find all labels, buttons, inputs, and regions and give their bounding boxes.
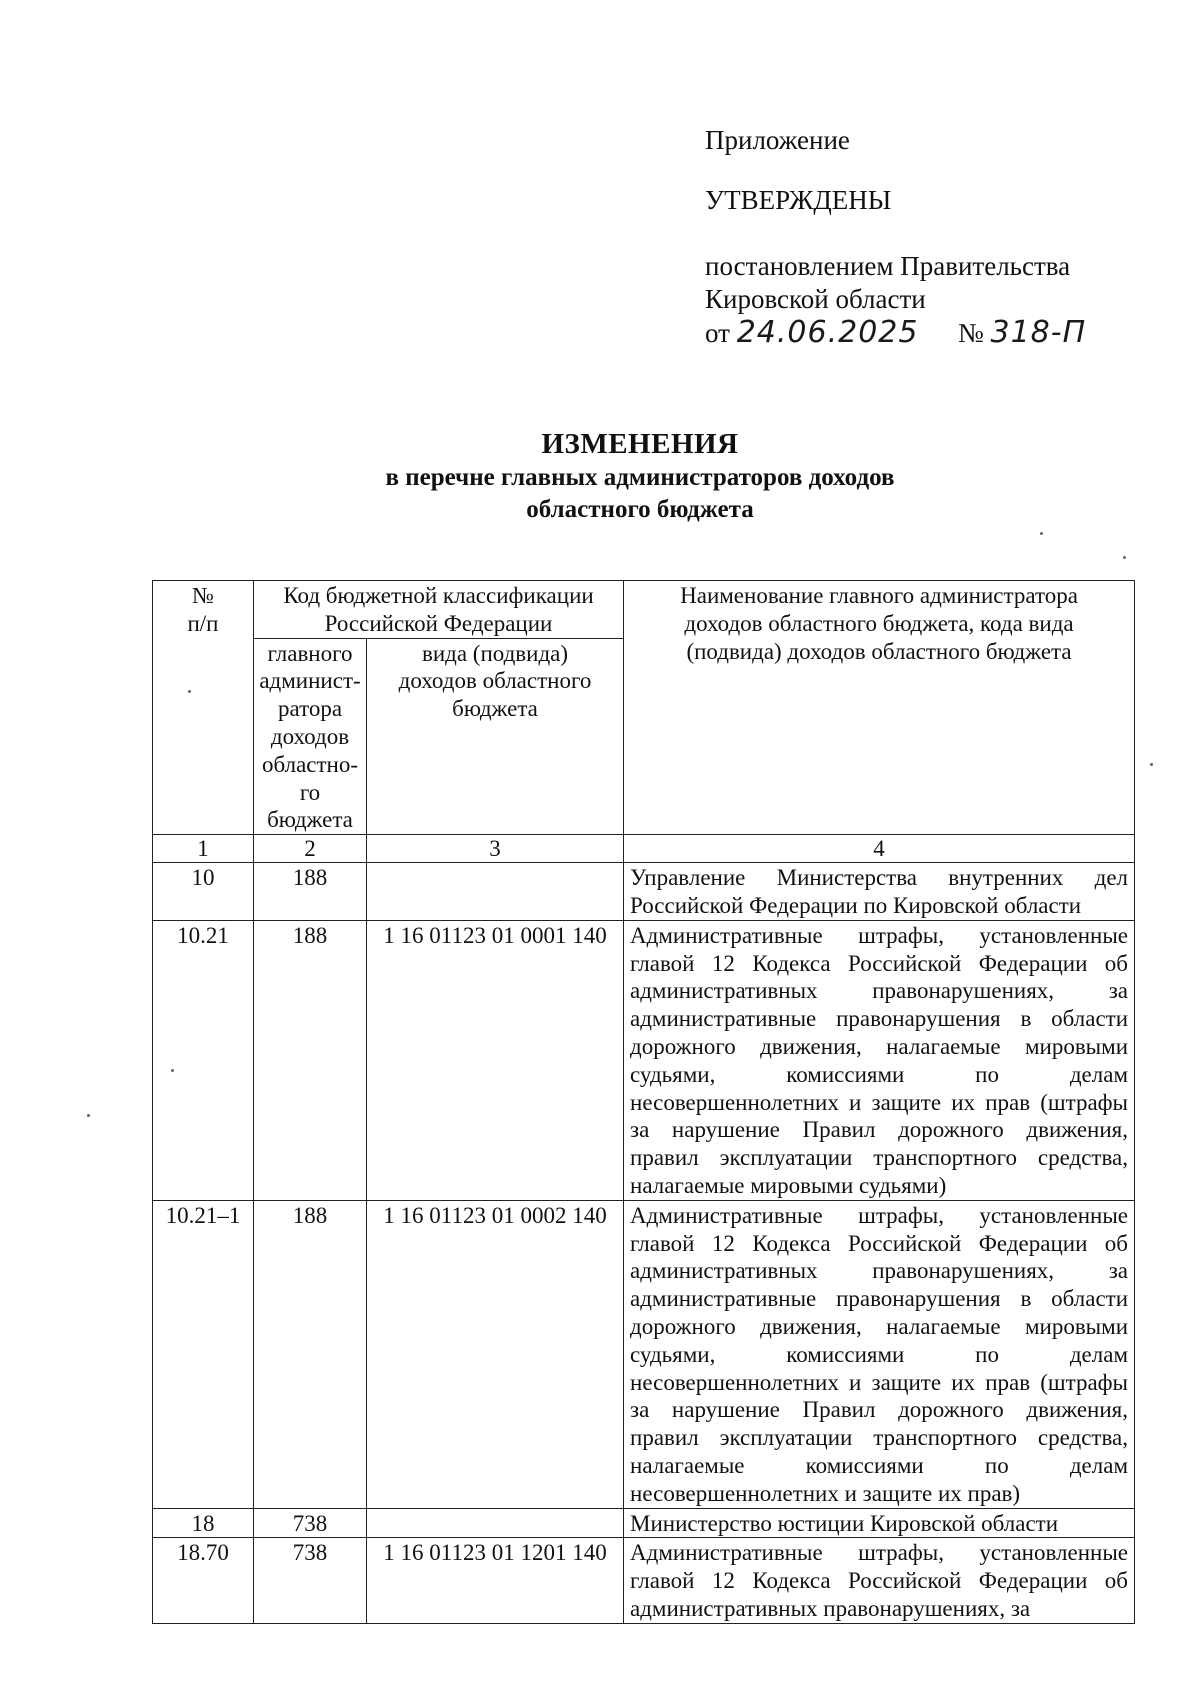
scan-speck (1123, 556, 1126, 559)
row-income-code: 1 16 01123 01 0001 140 (367, 920, 624, 1200)
row-num: 10 (153, 863, 254, 921)
row-name: Административные штрафы, установленные главой 12 Кодекса Российской Федерации об административных правонарушениях, за административные правонарушения в области дорожного движения, налагаемые мировыми судьями, комиссиями по делам несовершеннолетних и защите их прав (штрафы за нарушение Правил дорожного движения, правил эксплуатации транспортного средства, налагаемые мировыми судьями) (624, 920, 1135, 1200)
row-admin-code: 738 (254, 1538, 367, 1623)
date-prefix: от (705, 318, 730, 348)
table-row (153, 1538, 1135, 1623)
header-name: Наименование главного администратора доходов областного бюджета, кода вида (подвида) доходов областного бюджета (624, 581, 1135, 835)
handwritten-date: 24.06.2025 (736, 315, 919, 350)
row-admin-code: 738 (254, 1508, 367, 1538)
row-income-code: 1 16 01123 01 1201 140 (367, 1538, 624, 1623)
column-number: 2 (254, 835, 367, 863)
revenue-administrators-table (152, 580, 1135, 1624)
header-income-code: вида (подвида) доходов областного бюджета (367, 638, 624, 835)
row-income-code (367, 1508, 624, 1538)
row-name: Министерство юстиции Кировской области (624, 1508, 1135, 1538)
decree-line-2: Кировской области (705, 284, 926, 314)
column-number-row (153, 835, 1135, 863)
row-income-code: 1 16 01123 01 0002 140 (367, 1200, 624, 1508)
header-admin-code: главного админист- ратора доходов областно- го бюджета (254, 638, 367, 835)
row-income-code (367, 863, 624, 921)
header-num: № п/п (153, 581, 254, 835)
row-admin-code: 188 (254, 1200, 367, 1508)
handwritten-number: 318-П (990, 315, 1087, 350)
row-admin-code: 188 (254, 920, 367, 1200)
column-number: 4 (624, 835, 1135, 863)
table-row (153, 863, 1135, 921)
scan-speck (1150, 763, 1153, 766)
row-num: 10.21 (153, 920, 254, 1200)
number-prefix: № (957, 318, 984, 348)
document-title (150, 426, 1130, 526)
row-num: 18 (153, 1508, 254, 1538)
scan-speck (87, 1114, 90, 1117)
header-code-group: Код бюджетной классификации Российской Федерации (254, 581, 624, 639)
decree-line-1: постановлением Правительства (705, 251, 1071, 281)
decree-date-line (705, 316, 1145, 350)
title-main: ИЗМЕНЕНИЯ (541, 428, 739, 460)
table-row (153, 920, 1135, 1200)
column-number: 1 (153, 835, 254, 863)
scan-speck (1040, 532, 1043, 535)
row-admin-code: 188 (254, 863, 367, 921)
scan-speck (188, 690, 191, 693)
scan-speck (171, 1069, 174, 1072)
row-num: 18.70 (153, 1538, 254, 1623)
row-name: Управление Министерства внутренних дел Российской Федерации по Кировской области (624, 863, 1135, 921)
appendix-label: Приложение (705, 125, 850, 155)
approved-label: УТВЕРЖДЕНЫ (705, 185, 892, 215)
column-number: 3 (367, 835, 624, 863)
title-subtitle-line-1: в перечне главных администраторов доходов (385, 464, 895, 491)
row-name: Административные штрафы, установленные главой 12 Кодекса Российской Федерации об административных правонарушениях, за административные правонарушения в области дорожного движения, налагаемые мировыми судьями, комиссиями по делам несовершеннолетних и защите их прав (штрафы за нарушение Правил дорожного движения, правил эксплуатации транспортного средства, налагаемые комиссиями по делам несовершеннолетних и защите их прав) (624, 1200, 1135, 1508)
approval-block (705, 124, 1145, 350)
table-row (153, 1508, 1135, 1538)
title-subtitle-line-2: областного бюджета (526, 496, 754, 523)
table-header-row-1 (153, 581, 1135, 639)
table-row (153, 1200, 1135, 1508)
row-name: Административные штрафы, установленные главой 12 Кодекса Российской Федерации об административных правонарушениях, за (624, 1538, 1135, 1623)
row-num: 10.21–1 (153, 1200, 254, 1508)
